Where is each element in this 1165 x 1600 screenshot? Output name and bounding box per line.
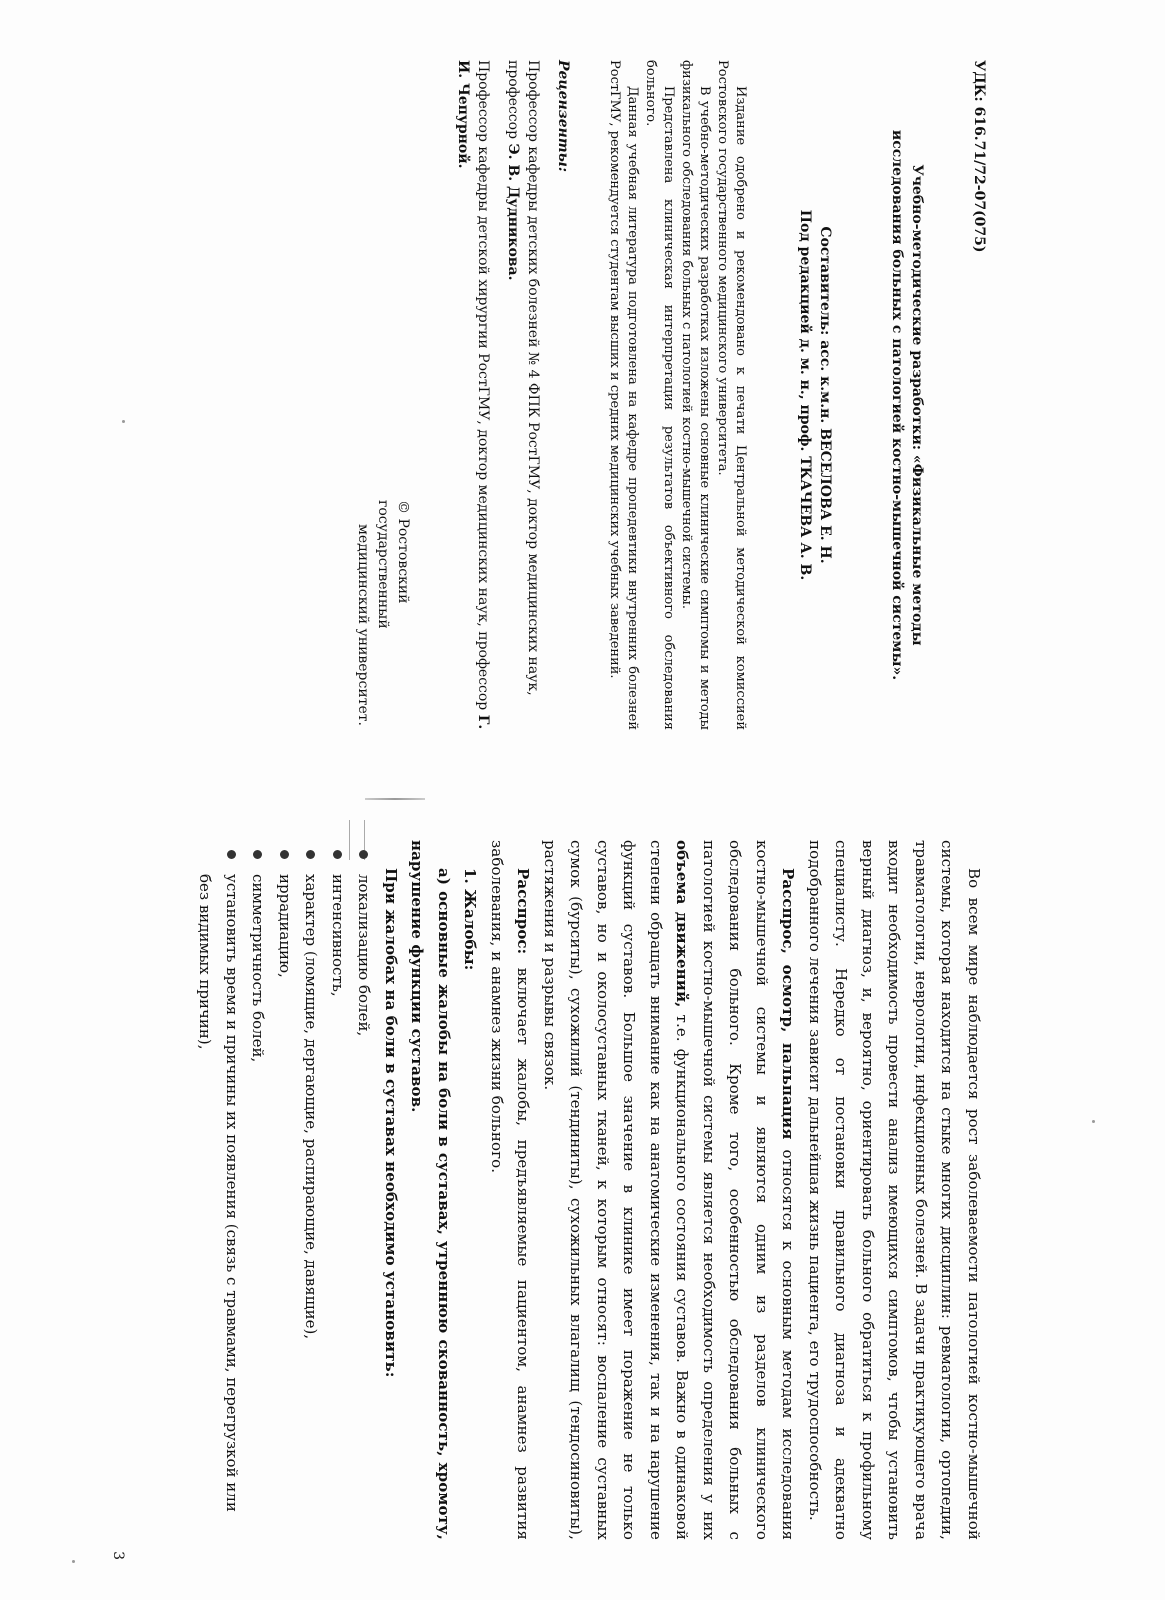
methods-text-b: т.е. функционального состояния суставов. Важно в одинаковой степени обращать внимание как на анатомические изменения, так и на нарушение функций суставов. Большое значение в клинике имеет поражение не только суставов, но и околосуставных тканей, к которым относят: воспаление суставных сумок (бурситы), сухожилий (тендиниты), сухожильных влагалищ (тендосиновиты), растяжения и разрывы связок.: [541, 840, 692, 1540]
reviewer-2: [453, 60, 493, 730]
methods-paragraph: [537, 840, 802, 1540]
reviewer-2-text: Профессор кафедры детской хирургии РостГМУ, доктор медицинских наук, профессор: [475, 60, 491, 715]
reviewers-heading: Рецензенты:: [555, 60, 571, 173]
list-item: интенсивность,: [325, 846, 352, 1540]
reviewer-1-text: Профессор кафедры детских болезней № 4 ФПК РостГМУ, доктор медицинских наук, профессор: [505, 60, 541, 696]
imprint-paragraph-2: В учебно-методических разработках изложены основные клинические симптомы и методы физикального обследования больных с патологией костно-мышечной системы.: [679, 60, 712, 730]
list-item: локализацию болей,: [351, 846, 378, 1540]
page-number: 3: [110, 1551, 126, 1560]
movement-range-bold: объема движений,: [673, 840, 692, 1008]
reviewer-2-name: Г. И. Чепурной.: [455, 60, 491, 730]
methods-text-a: относятся к основным методам исследования костно-мышечной системы и являются одним из разделов клинического обследования больного. Кроме того, особенностью обследования больных с патологией костно-мышечной системы является необходимость определения у них: [700, 840, 798, 1541]
imprint-paragraph-1: Издание одобрено и рекомендовано к печати Центральной методической комиссией Ростовского государственного медицинского университета.: [715, 60, 748, 730]
list-item: характер (ломящие, дергающие, распирающие, давящие),: [298, 846, 325, 1540]
intro-paragraph: Во всем мире наблюдается рост заболеваемости патологией костно-мышечной системы, которая находится на стыке многих дисциплин: ревматологии, ортопедии, травматологии, неврологии, инфекционных болезней. В задачи практикующего врача входит необходимость провести анализ имеющихся симптомов, чтобы установить верный диагноз, и, вероятно, ориентировать больного обратиться к профильному специалисту. Нередко от постановки правильного диагноза и адекватно подобранного лечения зависит дальнейшая жизнь пациента, его трудоспособность.: [806, 840, 983, 1540]
title-line-2: исследования больных с патологией костно-мышечной системы».: [889, 129, 905, 681]
list-item: иррадиацию,: [272, 846, 299, 1540]
publication-title: [887, 100, 927, 710]
editor-line: Под редакцией д. м. н., проф. ТКАЧЕВА А. В.: [797, 209, 813, 581]
complaints-heading: 1. Жалобы:: [461, 868, 480, 971]
imprint-paragraph-3: Представлена клиническая интерпретация результатов объективного обследования больного.: [643, 60, 676, 730]
copyright-notice: [353, 500, 413, 730]
main-complaints: а) основные жалобы на боли в суставах, утреннюю скованность, хромоту, нарушение функции суставов.: [408, 840, 453, 1540]
inquiry-text: включает жалобы, предъявляемые пациентом, анамнез развития заболевания, и анамнез жизни больного.: [488, 840, 533, 1540]
copyright-line-2: медицинский университет.: [355, 524, 371, 726]
copyright-line-1: © Ростовский государственный: [375, 500, 411, 629]
authors-block: [795, 60, 835, 730]
title-line-1: Учебно-методические разработки: «Физикальные методы: [909, 164, 925, 646]
scan-speck: [122, 420, 125, 423]
inquiry-paragraph: [484, 840, 537, 1540]
imprint-paragraph-4: Данная учебная литература подготовлена на кафедре пропедевтики внутренних болезней РостГМУ, рекомендуется студентам высших и средних медицинских учебных заведений.: [607, 60, 640, 730]
reviewer-1-name: Э. В. Дудникова.: [505, 143, 521, 281]
methods-bold: Расспрос, осмотр, пальпация: [779, 868, 798, 1140]
compiler-line: Составитель: асс. к.м.н. ВЕСЕЛОВА Е. Н.: [817, 226, 833, 564]
pain-heading: При жалобах на боли в суставах необходимо установить:: [382, 868, 400, 1378]
list-item: симметричность болей,: [245, 846, 272, 1540]
udk-code: УДК: 616.71/72-07(075): [971, 60, 987, 253]
reviewer-1: [503, 60, 543, 730]
text-page: [0, 800, 1165, 1600]
list-item: установить время и причины их появления (связь с травмами, перегрузкой или без видимых причин),: [192, 846, 245, 1540]
pain-checklist: [192, 840, 378, 1540]
inquiry-bold: Расспрос:: [514, 868, 533, 955]
